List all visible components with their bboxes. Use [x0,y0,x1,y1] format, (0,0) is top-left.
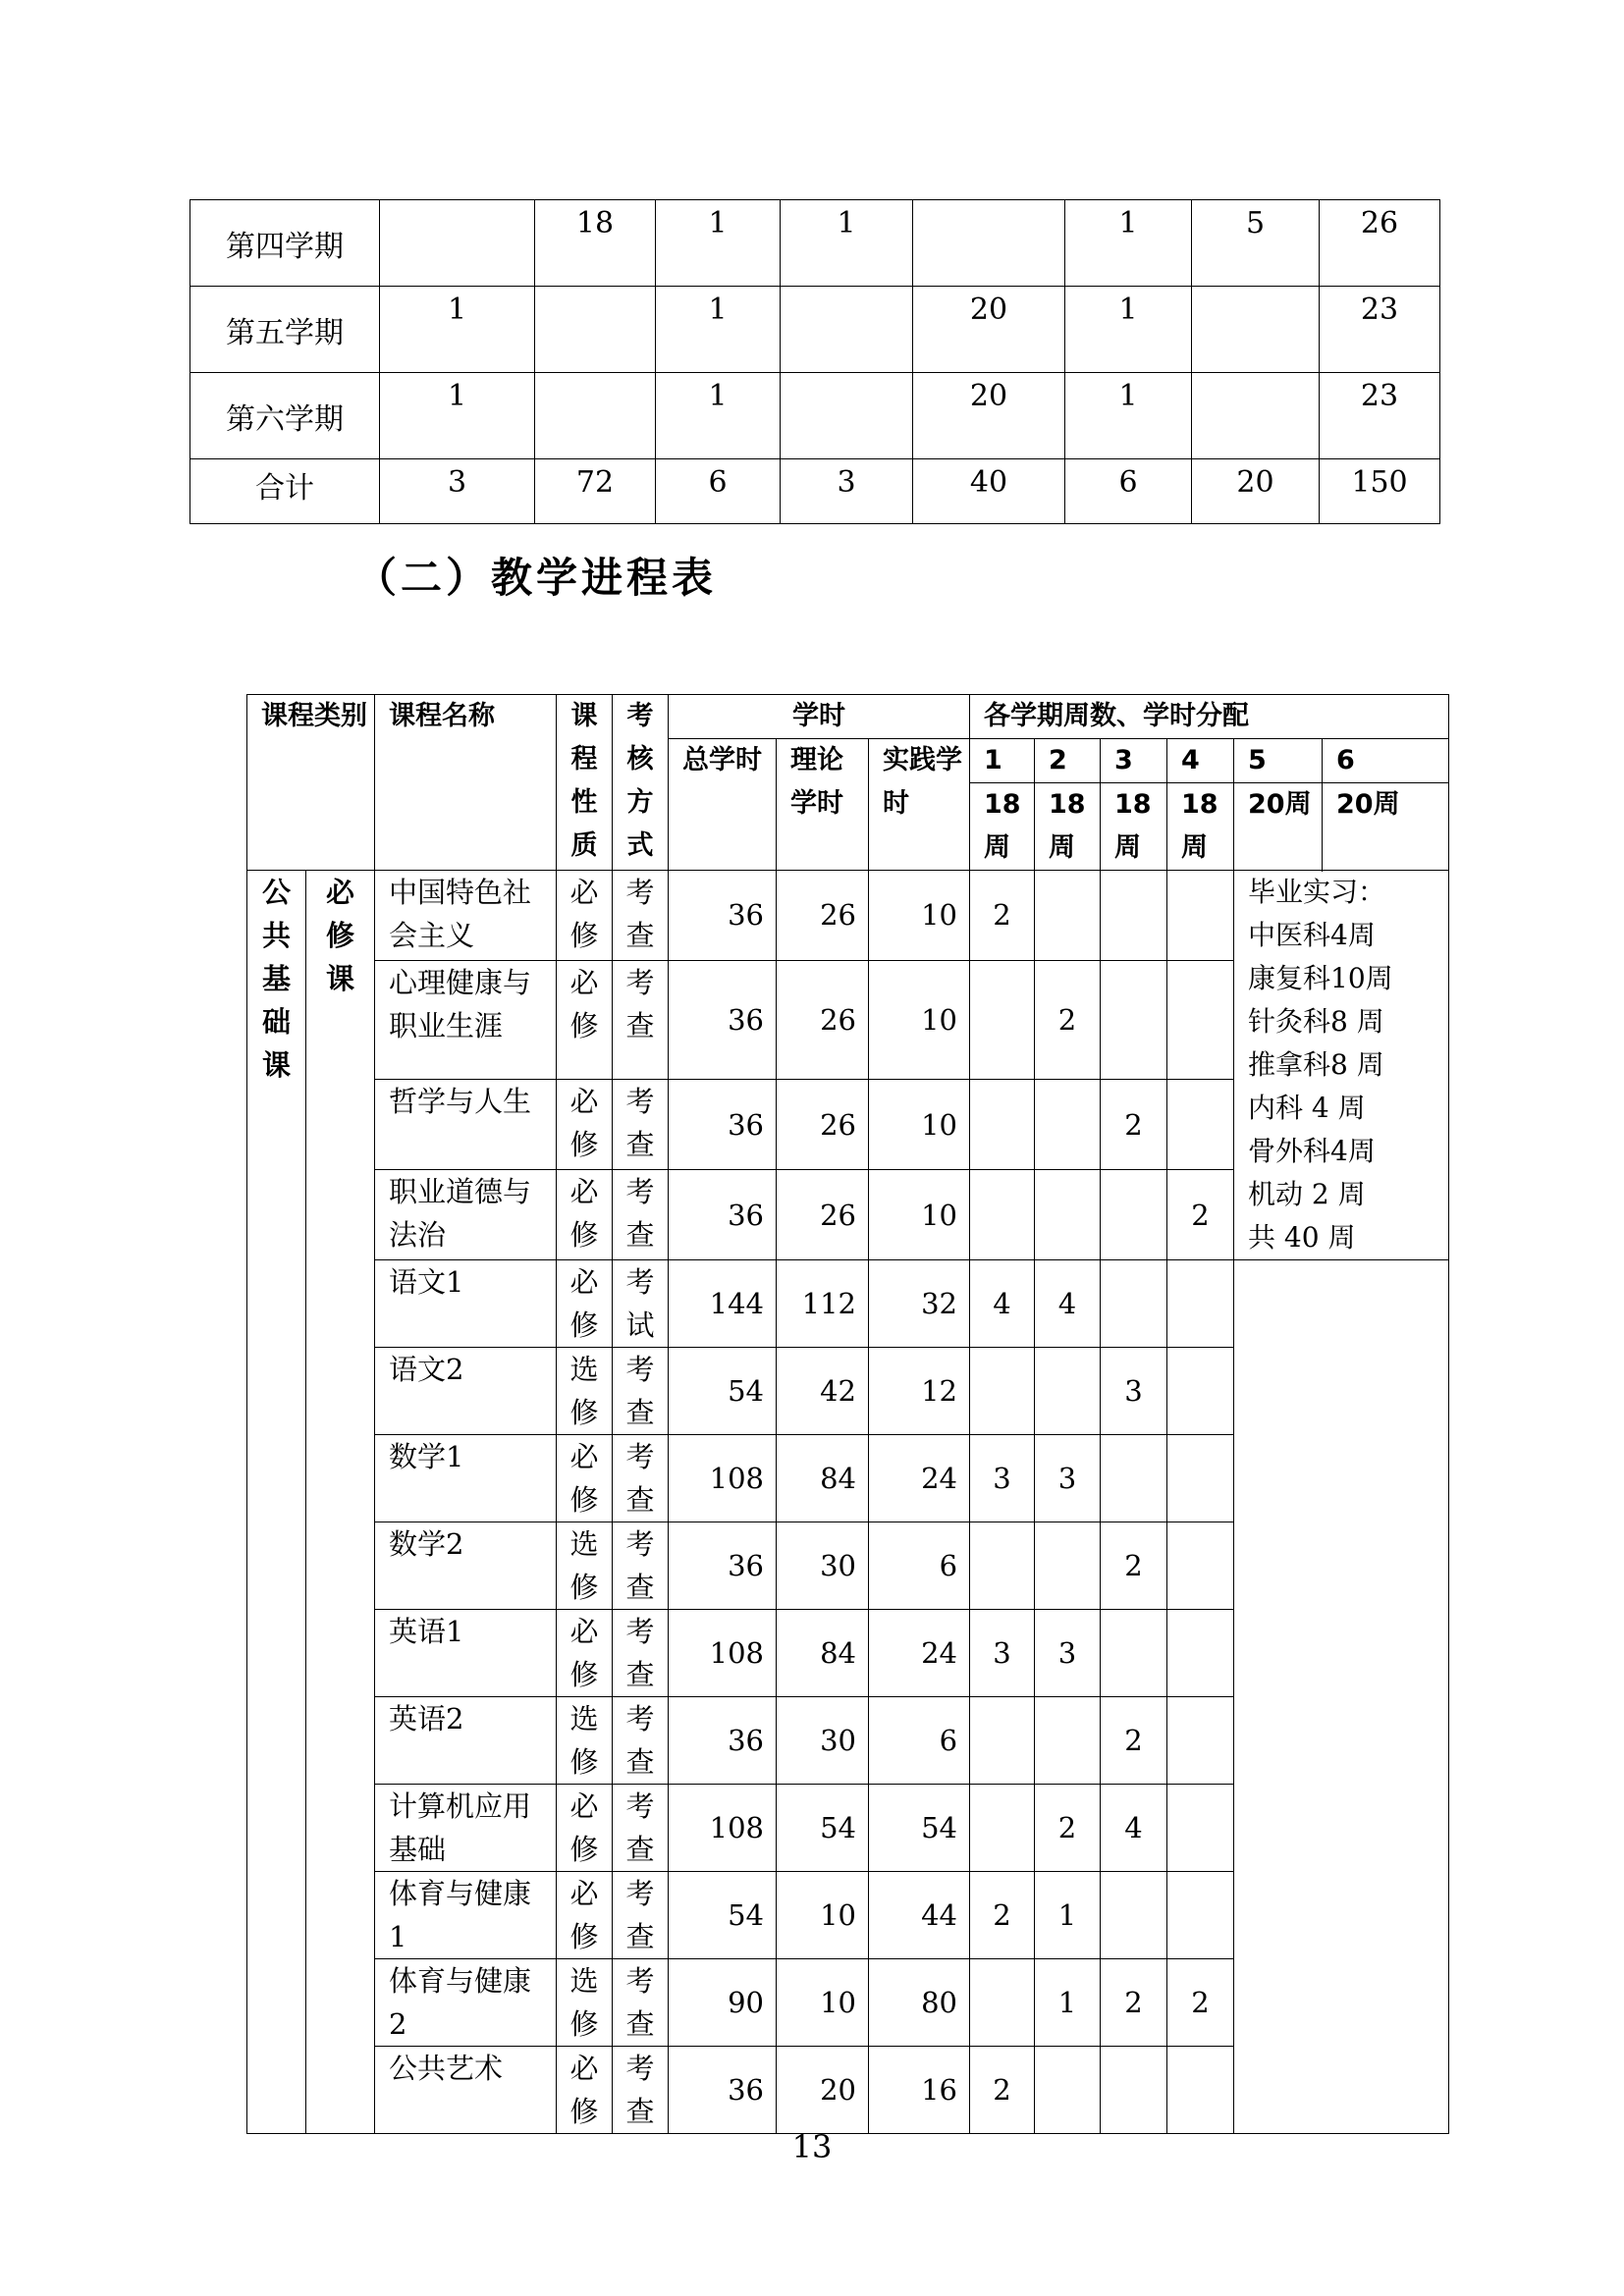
vertical-char: 基 [261,962,291,995]
semester-3-hours: 2 [1101,1080,1167,1170]
semester-summary-table [189,199,1440,524]
semester-3-hours [1101,2047,1167,2134]
internship-line: 康复科10周 [1248,962,1393,994]
summary-cell: 20 [913,373,1065,459]
course-assessment: 考查 [613,1348,669,1435]
summary-row-label: 合计 [190,459,380,524]
semester-1-hours: 2 [970,871,1035,961]
summary-cell [1192,287,1320,373]
semester-1-hours [970,1522,1035,1610]
semester-2-hours [1035,1522,1101,1610]
vertical-char: 程 [570,744,598,774]
course-name: 职业道德与法治 [375,1170,557,1260]
header-course-nature [557,695,613,871]
summary-cell: 40 [913,459,1065,524]
theory-hours: 84 [777,1610,869,1697]
course-nature: 必修 [557,1260,613,1348]
summary-cell: 23 [1320,373,1440,459]
header-weeks-5: 20周 [1234,783,1323,871]
summary-cell: 72 [535,459,656,524]
total-hours: 90 [669,1959,777,2047]
theory-hours: 26 [777,1080,869,1170]
theory-hours: 10 [777,1872,869,1959]
vertical-char: 质 [570,830,598,861]
course-name: 公共艺术 [375,2047,557,2134]
section-title: （二）教学进程表 [355,554,718,602]
course-nature: 选修 [557,1697,613,1785]
course-nature: 选修 [557,1522,613,1610]
course-nature: 必修 [557,2047,613,2134]
internship-line: 毕业实习： [1248,876,1386,908]
course-name: 体育与健康1 [375,1872,557,1959]
total-hours: 36 [669,1522,777,1610]
vertical-char: 课 [325,962,354,995]
semester-3-hours: 2 [1101,1959,1167,2047]
semester-3-hours: 3 [1101,1348,1167,1435]
summary-cell: 1 [781,200,913,287]
course-assessment: 考查 [613,960,669,1080]
header-weeks-3: 18周 [1101,783,1167,871]
practice-hours: 44 [869,1872,970,1959]
theory-hours: 26 [777,1170,869,1260]
semester-1-hours: 3 [970,1610,1035,1697]
summary-cell: 6 [1065,459,1192,524]
semester-1-hours [970,960,1035,1080]
course-assessment: 考查 [613,871,669,961]
semester-1-hours [970,1959,1035,2047]
course-row [247,871,1449,961]
practice-hours: 10 [869,1080,970,1170]
course-assessment: 考查 [613,2047,669,2134]
semester-2-hours: 4 [1035,1260,1101,1348]
practice-hours: 32 [869,1260,970,1348]
course-nature: 必修 [557,1785,613,1872]
practice-hours: 24 [869,1610,970,1697]
semester-3-hours [1101,960,1167,1080]
course-assessment: 考查 [613,1785,669,1872]
header-semester-3: 3 [1101,739,1167,783]
header-weeks-6: 20周 [1323,783,1449,871]
vertical-char: 修 [325,919,354,952]
summary-cell: 1 [380,373,535,459]
semester-1-hours [970,1785,1035,1872]
semester-4-hours [1167,1260,1234,1348]
header-semester-4: 4 [1167,739,1234,783]
total-hours: 36 [669,2047,777,2134]
theory-hours: 26 [777,960,869,1080]
semester-2-hours: 2 [1035,960,1101,1080]
theory-hours: 10 [777,1959,869,2047]
header-semester-6: 6 [1323,739,1449,783]
summary-row [190,459,1440,524]
semester-2-hours [1035,871,1101,961]
course-assessment: 考查 [613,1522,669,1610]
vertical-char: 考 [626,701,654,731]
course-name: 数学2 [375,1522,557,1610]
course-nature: 选修 [557,1348,613,1435]
summary-cell: 6 [656,459,781,524]
empty-semester-5-6-cell [1234,1260,1449,2134]
vertical-char: 课 [261,1048,291,1082]
theory-hours: 54 [777,1785,869,1872]
internship-line: 机动 2 周 [1248,1178,1366,1210]
header-weeks-2: 18周 [1035,783,1101,871]
category-public-foundation [247,871,306,2134]
semester-3-hours [1101,871,1167,961]
theory-hours: 112 [777,1260,869,1348]
practice-hours: 6 [869,1697,970,1785]
summary-cell [781,287,913,373]
vertical-char: 共 [261,919,291,952]
semester-2-hours: 1 [1035,1959,1101,2047]
semester-3-hours [1101,1435,1167,1522]
vertical-char: 式 [626,830,654,861]
header-course-category [247,695,375,871]
practice-hours: 16 [869,2047,970,2134]
total-hours: 108 [669,1785,777,1872]
semester-4-hours [1167,1080,1234,1170]
summary-cell: 5 [1192,200,1320,287]
total-hours: 108 [669,1435,777,1522]
course-assessment: 考查 [613,1170,669,1260]
course-name: 哲学与人生 [375,1080,557,1170]
summary-row [190,373,1440,459]
theory-hours: 30 [777,1697,869,1785]
semester-4-hours [1167,960,1234,1080]
summary-row-label: 第五学期 [190,287,380,373]
page-number: 13 [791,2128,833,2165]
course-assessment: 考查 [613,1959,669,2047]
summary-cell: 1 [656,373,781,459]
summary-row [190,200,1440,287]
header-semester-1: 1 [970,739,1035,783]
total-hours: 36 [669,871,777,961]
header-hours: 学时 [669,695,970,739]
total-hours: 36 [669,1170,777,1260]
course-assessment: 考查 [613,1610,669,1697]
summary-cell: 20 [1192,459,1320,524]
semester-4-hours [1167,1348,1234,1435]
vertical-char: 课 [570,701,598,731]
course-name: 中国特色社会主义 [375,871,557,961]
summary-cell: 3 [380,459,535,524]
total-hours: 144 [669,1260,777,1348]
semester-1-hours: 2 [970,2047,1035,2134]
summary-cell: 1 [1065,287,1192,373]
summary-cell [1192,373,1320,459]
vertical-char: 性 [570,787,598,818]
semester-1-hours [970,1080,1035,1170]
summary-cell [913,200,1065,287]
practice-hours: 10 [869,960,970,1080]
header-semester-2: 2 [1035,739,1101,783]
semester-3-hours [1101,1610,1167,1697]
vertical-char: 方 [626,787,654,818]
theory-hours: 20 [777,2047,869,2134]
course-nature: 选修 [557,1959,613,2047]
course-nature: 必修 [557,1435,613,1522]
course-row [247,1260,1449,1348]
course-assessment: 考查 [613,1872,669,1959]
theory-hours: 26 [777,871,869,961]
course-name: 英语1 [375,1610,557,1697]
category-required [306,871,375,2134]
practice-hours: 10 [869,871,970,961]
course-name: 心理健康与职业生涯 [375,960,557,1080]
course-assessment: 考查 [613,1080,669,1170]
vertical-char: 必 [325,876,354,909]
total-hours: 108 [669,1610,777,1697]
course-nature: 必修 [557,1610,613,1697]
practice-hours: 24 [869,1435,970,1522]
header-semesters: 各学期周数、学时分配 [970,695,1449,739]
total-hours: 36 [669,1080,777,1170]
summary-row-label: 第四学期 [190,200,380,287]
internship-line: 中医科4周 [1248,919,1376,951]
semester-2-hours [1035,1697,1101,1785]
graduation-internship-note [1234,871,1449,1260]
summary-cell [535,287,656,373]
semester-4-hours [1167,2047,1234,2134]
practice-hours: 54 [869,1785,970,1872]
semester-1-hours [970,1348,1035,1435]
header-theory-hours: 理论学时 [777,739,869,871]
summary-cell: 150 [1320,459,1440,524]
semester-2-hours: 3 [1035,1435,1101,1522]
internship-line: 骨外科4周 [1248,1135,1376,1167]
header-total-hours: 总学时 [669,739,777,871]
theory-hours: 30 [777,1522,869,1610]
internship-line: 推拿科8 周 [1248,1048,1384,1081]
semester-4-hours [1167,1697,1234,1785]
header-weeks-1: 18周 [970,783,1035,871]
course-name: 计算机应用基础 [375,1785,557,1872]
semester-3-hours: 2 [1101,1522,1167,1610]
total-hours: 36 [669,1697,777,1785]
summary-row-label: 第六学期 [190,373,380,459]
semester-4-hours [1167,1785,1234,1872]
semester-3-hours [1101,1260,1167,1348]
semester-3-hours: 2 [1101,1697,1167,1785]
summary-cell: 23 [1320,287,1440,373]
semester-1-hours: 2 [970,1872,1035,1959]
summary-cell: 1 [380,287,535,373]
internship-line: 内科 4 周 [1248,1092,1366,1124]
vertical-char: 公 [261,876,291,909]
course-name: 数学1 [375,1435,557,1522]
course-nature: 必修 [557,960,613,1080]
semester-4-hours: 2 [1167,1959,1234,2047]
summary-cell: 1 [1065,200,1192,287]
course-name: 语文2 [375,1348,557,1435]
header-weeks-4: 18周 [1167,783,1234,871]
summary-cell: 26 [1320,200,1440,287]
practice-hours: 10 [869,1170,970,1260]
internship-line: 共 40 周 [1248,1221,1356,1254]
semester-1-hours: 4 [970,1260,1035,1348]
summary-cell [380,200,535,287]
vertical-char: 础 [261,1005,291,1039]
semester-4-hours [1167,1522,1234,1610]
course-assessment: 考查 [613,1435,669,1522]
semester-2-hours [1035,2047,1101,2134]
summary-cell [781,373,913,459]
semester-4-hours: 2 [1167,1170,1234,1260]
semester-3-hours [1101,1872,1167,1959]
course-assessment: 考查 [613,1697,669,1785]
summary-cell: 20 [913,287,1065,373]
semester-2-hours [1035,1170,1101,1260]
teaching-progress-table [246,694,1449,2134]
practice-hours: 12 [869,1348,970,1435]
semester-2-hours [1035,1348,1101,1435]
semester-2-hours: 1 [1035,1872,1101,1959]
semester-4-hours [1167,1610,1234,1697]
theory-hours: 84 [777,1435,869,1522]
header-course-name: 课程名称 [375,695,557,871]
semester-4-hours [1167,1872,1234,1959]
header-assessment-method [613,695,669,871]
header-practice-hours: 实践学时 [869,739,970,871]
practice-hours: 80 [869,1959,970,2047]
semester-2-hours: 2 [1035,1785,1101,1872]
semester-1-hours [970,1697,1035,1785]
semester-3-hours [1101,1170,1167,1260]
course-name: 体育与健康2 [375,1959,557,2047]
practice-hours: 6 [869,1522,970,1610]
course-nature: 必修 [557,1170,613,1260]
summary-cell: 3 [781,459,913,524]
vertical-char: 核 [626,744,654,774]
theory-hours: 42 [777,1348,869,1435]
semester-4-hours [1167,1435,1234,1522]
total-hours: 54 [669,1872,777,1959]
course-nature: 必修 [557,871,613,961]
course-nature: 必修 [557,1872,613,1959]
total-hours: 54 [669,1348,777,1435]
summary-cell: 18 [535,200,656,287]
course-nature: 必修 [557,1080,613,1170]
summary-cell [535,373,656,459]
course-name: 语文1 [375,1260,557,1348]
semester-3-hours: 4 [1101,1785,1167,1872]
summary-row [190,287,1440,373]
semester-2-hours [1035,1080,1101,1170]
semester-2-hours: 3 [1035,1610,1101,1697]
internship-line: 针灸科8 周 [1248,1005,1384,1038]
semester-4-hours [1167,871,1234,961]
summary-cell: 1 [656,200,781,287]
header-course-category-text: 课程类别 [261,701,367,731]
course-assessment: 考试 [613,1260,669,1348]
semester-1-hours: 3 [970,1435,1035,1522]
total-hours: 36 [669,960,777,1080]
header-semester-5: 5 [1234,739,1323,783]
semester-1-hours [970,1170,1035,1260]
summary-cell: 1 [656,287,781,373]
summary-cell: 1 [1065,373,1192,459]
course-name: 英语2 [375,1697,557,1785]
